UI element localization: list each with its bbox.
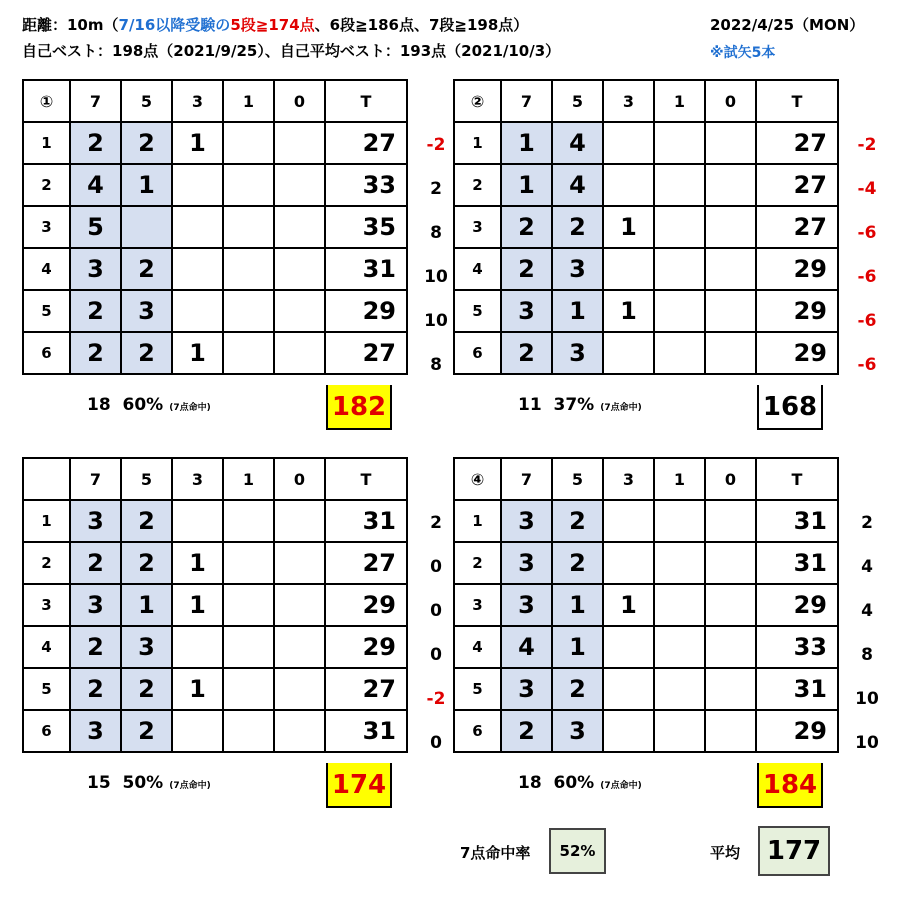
table-row [23, 542, 407, 584]
score-cell [223, 584, 274, 626]
table-row [23, 248, 407, 290]
end-number: 3 [454, 206, 501, 248]
table-row [454, 584, 838, 626]
table-row [23, 668, 407, 710]
score-difference: -6 [857, 267, 877, 287]
column-header: 3 [172, 80, 223, 122]
score-cell: 2 [70, 668, 121, 710]
score-cell [654, 206, 705, 248]
score-cell [172, 626, 223, 668]
score-cell: 2 [552, 500, 603, 542]
end-total: 27 [325, 122, 407, 164]
score-cell: 4 [70, 164, 121, 206]
score-cell [705, 542, 756, 584]
end-total: 27 [756, 206, 838, 248]
score-cell [274, 290, 325, 332]
hit-percent: 37% [553, 395, 595, 415]
hit-note: (7点命中) [600, 781, 642, 791]
column-header: 7 [70, 458, 121, 500]
end-total: 27 [756, 122, 838, 164]
set-total: 168 [757, 385, 823, 430]
score-cell: 2 [121, 668, 172, 710]
score-cell: 2 [121, 542, 172, 584]
table-row [454, 626, 838, 668]
column-header: 5 [121, 458, 172, 500]
score-difference: 8 [430, 355, 442, 375]
score-cell: 1 [603, 584, 654, 626]
score-difference: 4 [861, 601, 873, 621]
header-exam-date: 7/16以降受験の [118, 16, 231, 34]
score-table-1 [22, 79, 408, 375]
score-cell [654, 584, 705, 626]
set-total: 182 [326, 385, 392, 430]
end-total: 29 [325, 626, 407, 668]
end-total: 31 [756, 668, 838, 710]
score-cell: 3 [70, 248, 121, 290]
end-number: 3 [23, 584, 70, 626]
score-cell [603, 626, 654, 668]
end-number: 6 [23, 710, 70, 752]
score-cell: 1 [603, 290, 654, 332]
score-cell: 1 [172, 584, 223, 626]
score-cell [705, 248, 756, 290]
score-cell: 3 [70, 584, 121, 626]
end-number: 4 [23, 626, 70, 668]
end-total: 33 [325, 164, 407, 206]
score-cell: 1 [603, 206, 654, 248]
score-cell: 3 [501, 500, 552, 542]
score-cell: 3 [501, 290, 552, 332]
table-row [23, 122, 407, 164]
hit-note: (7点命中) [169, 403, 211, 413]
column-header: 1 [654, 458, 705, 500]
score-cell [223, 626, 274, 668]
score-cell [654, 164, 705, 206]
score-cell [274, 542, 325, 584]
score-cell: 2 [552, 206, 603, 248]
end-total: 31 [325, 500, 407, 542]
column-header: 0 [274, 80, 325, 122]
hit-count: 15 [87, 773, 111, 793]
score-difference: 0 [430, 645, 442, 665]
column-header: 7 [70, 80, 121, 122]
set-label: ① [23, 80, 70, 122]
score-cell [705, 668, 756, 710]
score-cell [603, 710, 654, 752]
end-total: 27 [325, 332, 407, 374]
end-total: 31 [325, 248, 407, 290]
score-cell [654, 668, 705, 710]
end-number: 6 [23, 332, 70, 374]
score-cell [223, 668, 274, 710]
column-header: 7 [501, 80, 552, 122]
score-cell [274, 626, 325, 668]
score-difference: -6 [857, 311, 877, 331]
table-row [454, 710, 838, 752]
average-label: 平均 [710, 844, 741, 862]
end-number: 4 [454, 626, 501, 668]
hit-percent: 60% [553, 773, 595, 793]
end-number: 3 [23, 206, 70, 248]
set-label [23, 458, 70, 500]
end-total: 31 [756, 500, 838, 542]
score-header-row [454, 80, 838, 122]
score-cell [603, 248, 654, 290]
score-cell: 2 [501, 332, 552, 374]
score-table-3 [22, 457, 408, 753]
header-5dan-threshold: 5段≧174点 [230, 16, 315, 34]
end-number: 5 [454, 290, 501, 332]
end-total: 27 [325, 542, 407, 584]
score-cell [705, 500, 756, 542]
score-cell [223, 710, 274, 752]
table-row [23, 290, 407, 332]
score-difference: -6 [857, 355, 877, 375]
score-cell [654, 542, 705, 584]
score-difference: 10 [424, 311, 448, 331]
set-total: 174 [326, 763, 392, 808]
column-header: 5 [552, 458, 603, 500]
score-cell [223, 248, 274, 290]
score-difference: 10 [855, 689, 879, 709]
end-number: 1 [454, 122, 501, 164]
score-difference: 0 [430, 733, 442, 753]
score-difference: 10 [424, 267, 448, 287]
score-cell [654, 500, 705, 542]
score-cell: 1 [121, 164, 172, 206]
end-number: 1 [23, 122, 70, 164]
score-cell: 3 [501, 668, 552, 710]
end-number: 5 [454, 668, 501, 710]
score-difference: 2 [430, 179, 442, 199]
table-row [23, 206, 407, 248]
table-row [454, 206, 838, 248]
score-difference: 4 [861, 557, 873, 577]
score-cell [705, 584, 756, 626]
set-label: ④ [454, 458, 501, 500]
table-row [23, 626, 407, 668]
score-cell [223, 500, 274, 542]
score-difference: 2 [430, 513, 442, 533]
score-cell: 1 [552, 584, 603, 626]
score-cell: 3 [70, 710, 121, 752]
column-header: 3 [603, 80, 654, 122]
end-number: 4 [23, 248, 70, 290]
header-other-thresholds: 、6段≧186点、7段≧198点） [314, 16, 529, 34]
score-cell: 3 [552, 332, 603, 374]
score-cell [654, 122, 705, 164]
score-cell: 2 [70, 122, 121, 164]
score-cell [172, 248, 223, 290]
header-personal-best: 自己ベスト：198点（2021/9/25）、自己平均ベスト：193点（2021/10/3） [22, 42, 561, 60]
end-number: 2 [454, 542, 501, 584]
score-table-2 [453, 79, 839, 375]
end-total: 29 [756, 584, 838, 626]
end-number: 6 [454, 710, 501, 752]
score-cell [223, 290, 274, 332]
column-header: 5 [552, 80, 603, 122]
hit-percent: 50% [122, 773, 164, 793]
score-cell: 2 [70, 332, 121, 374]
end-total: 29 [756, 248, 838, 290]
table-row [454, 122, 838, 164]
score-cell [705, 332, 756, 374]
column-header: 0 [274, 458, 325, 500]
score-difference: -2 [426, 689, 446, 709]
score-cell [172, 710, 223, 752]
table-row [23, 500, 407, 542]
end-total: 31 [325, 710, 407, 752]
score-cell [223, 164, 274, 206]
score-cell: 3 [501, 584, 552, 626]
header-distance [22, 14, 528, 35]
end-number: 5 [23, 290, 70, 332]
column-header: T [756, 80, 838, 122]
score-cell: 2 [501, 710, 552, 752]
score-cell: 2 [552, 668, 603, 710]
score-cell: 3 [121, 626, 172, 668]
score-cell [705, 206, 756, 248]
set-label: ② [454, 80, 501, 122]
score-cell [274, 668, 325, 710]
score-cell: 1 [552, 626, 603, 668]
end-total: 31 [756, 542, 838, 584]
hit-rate-label: 7点命中率 [460, 844, 531, 862]
score-cell [654, 248, 705, 290]
column-header: T [325, 80, 407, 122]
column-header: 3 [603, 458, 654, 500]
end-number: 6 [454, 332, 501, 374]
score-difference: 2 [861, 513, 873, 533]
score-difference: -2 [857, 135, 877, 155]
hit-summary [87, 395, 211, 415]
end-number: 3 [454, 584, 501, 626]
score-cell: 5 [70, 206, 121, 248]
hit-rate-value: 52% [549, 828, 606, 874]
score-cell [274, 500, 325, 542]
hit-note: (7点命中) [600, 403, 642, 413]
column-header: 1 [654, 80, 705, 122]
score-cell [223, 206, 274, 248]
score-cell: 2 [121, 710, 172, 752]
score-cell: 4 [552, 164, 603, 206]
score-difference: -4 [857, 179, 877, 199]
score-table-4 [453, 457, 839, 753]
end-total: 29 [325, 290, 407, 332]
hit-percent: 60% [122, 395, 164, 415]
score-difference: 0 [430, 557, 442, 577]
end-total: 27 [756, 164, 838, 206]
hit-note: (7点命中) [169, 781, 211, 791]
hit-count: 18 [518, 773, 542, 793]
score-cell: 3 [552, 248, 603, 290]
score-header-row [23, 80, 407, 122]
score-cell [172, 290, 223, 332]
score-cell: 2 [552, 542, 603, 584]
score-cell [603, 164, 654, 206]
end-number: 2 [23, 164, 70, 206]
score-cell: 2 [121, 248, 172, 290]
column-header: T [325, 458, 407, 500]
score-cell: 3 [501, 542, 552, 584]
score-cell [654, 332, 705, 374]
score-difference: 0 [430, 601, 442, 621]
score-cell [274, 164, 325, 206]
score-cell: 1 [501, 164, 552, 206]
score-cell [654, 710, 705, 752]
score-cell: 1 [172, 332, 223, 374]
score-cell [172, 164, 223, 206]
end-number: 1 [23, 500, 70, 542]
score-cell [274, 710, 325, 752]
score-cell [274, 122, 325, 164]
score-difference: -6 [857, 223, 877, 243]
score-cell [603, 542, 654, 584]
score-cell: 1 [552, 290, 603, 332]
end-total: 29 [756, 290, 838, 332]
score-cell: 1 [172, 668, 223, 710]
header-note: ※試矢5本 [710, 45, 776, 61]
table-row [23, 710, 407, 752]
score-cell [603, 332, 654, 374]
score-cell [274, 332, 325, 374]
hit-summary [87, 773, 211, 793]
score-cell [603, 668, 654, 710]
end-total: 29 [756, 710, 838, 752]
score-cell: 2 [70, 626, 121, 668]
score-cell [223, 122, 274, 164]
score-cell: 1 [172, 122, 223, 164]
score-cell [705, 626, 756, 668]
score-cell [223, 332, 274, 374]
hit-summary [518, 395, 642, 415]
score-difference: 8 [430, 223, 442, 243]
score-cell [603, 500, 654, 542]
column-header: 1 [223, 458, 274, 500]
score-cell: 1 [121, 584, 172, 626]
end-number: 5 [23, 668, 70, 710]
score-cell: 4 [552, 122, 603, 164]
score-cell: 2 [121, 332, 172, 374]
hit-summary [518, 773, 642, 793]
column-header: 3 [172, 458, 223, 500]
score-header-row [454, 458, 838, 500]
end-total: 35 [325, 206, 407, 248]
score-cell [121, 206, 172, 248]
score-cell: 3 [70, 500, 121, 542]
table-row [454, 542, 838, 584]
table-row [454, 332, 838, 374]
table-row [454, 248, 838, 290]
average-value: 177 [758, 826, 830, 876]
score-cell [705, 290, 756, 332]
score-cell [274, 248, 325, 290]
column-header: 1 [223, 80, 274, 122]
column-header: 7 [501, 458, 552, 500]
table-row [454, 668, 838, 710]
set-total: 184 [757, 763, 823, 808]
score-cell: 2 [501, 206, 552, 248]
end-total: 29 [756, 332, 838, 374]
end-total: 27 [325, 668, 407, 710]
score-cell: 1 [172, 542, 223, 584]
end-number: 2 [23, 542, 70, 584]
score-cell: 3 [121, 290, 172, 332]
header-date: 2022/4/25（MON） [710, 16, 865, 34]
table-row [454, 164, 838, 206]
table-row [23, 584, 407, 626]
score-cell [603, 122, 654, 164]
score-cell: 2 [121, 500, 172, 542]
score-cell [274, 584, 325, 626]
hit-count: 11 [518, 395, 542, 415]
score-cell: 2 [70, 542, 121, 584]
end-total: 29 [325, 584, 407, 626]
score-difference: -2 [426, 135, 446, 155]
column-header: 0 [705, 458, 756, 500]
score-cell: 2 [501, 248, 552, 290]
score-cell [172, 500, 223, 542]
score-header-row [23, 458, 407, 500]
score-cell: 1 [501, 122, 552, 164]
end-total: 33 [756, 626, 838, 668]
header-distance-prefix: 距離：10m（ [22, 16, 119, 34]
table-row [454, 500, 838, 542]
end-number: 4 [454, 248, 501, 290]
end-number: 2 [454, 164, 501, 206]
column-header: 5 [121, 80, 172, 122]
score-cell: 4 [501, 626, 552, 668]
score-cell: 2 [70, 290, 121, 332]
column-header: 0 [705, 80, 756, 122]
score-cell [654, 626, 705, 668]
score-cell: 3 [552, 710, 603, 752]
table-row [23, 332, 407, 374]
score-cell [705, 710, 756, 752]
score-difference: 10 [855, 733, 879, 753]
score-cell [705, 122, 756, 164]
score-difference: 8 [861, 645, 873, 665]
end-number: 1 [454, 500, 501, 542]
table-row [23, 164, 407, 206]
score-cell: 2 [121, 122, 172, 164]
score-cell [223, 542, 274, 584]
score-cell [274, 206, 325, 248]
score-cell [654, 290, 705, 332]
score-cell [172, 206, 223, 248]
column-header: T [756, 458, 838, 500]
hit-count: 18 [87, 395, 111, 415]
score-cell [705, 164, 756, 206]
table-row [454, 290, 838, 332]
